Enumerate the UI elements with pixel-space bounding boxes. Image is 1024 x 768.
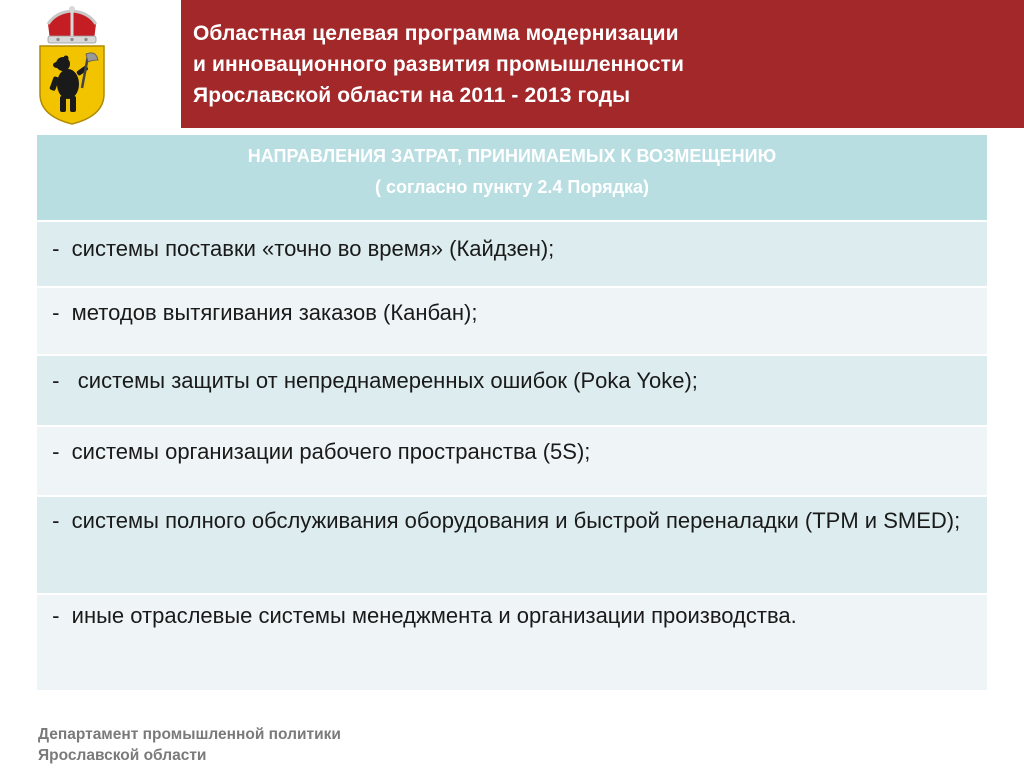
- table-row: [37, 354, 987, 425]
- cost-directions-table: [37, 135, 987, 690]
- yaroslavl-coat-of-arms-icon: [36, 6, 108, 126]
- table-row-text: - системы защиты от непреднамеренных ошибок (Poka Yoke);: [46, 368, 698, 393]
- table-row: [37, 495, 987, 593]
- table-row: [37, 425, 987, 495]
- table-row-text: - иные отраслевые системы менеджмента и организации производства.: [46, 603, 797, 628]
- table-row-text: - системы организации рабочего пространства (5S);: [46, 439, 591, 464]
- table-row: [37, 286, 987, 354]
- table-row-text: - системы поставки «точно во время» (Кайдзен);: [46, 236, 555, 261]
- table-row: [37, 593, 987, 690]
- table-row-text: - методов вытягивания заказов (Канбан);: [46, 300, 478, 325]
- footer-department: [38, 724, 341, 766]
- header-bar: [181, 0, 1024, 128]
- table-row-text: - системы полного обслуживания оборудования и быстрой переналадки (TPM и SMED);: [46, 508, 961, 533]
- footer-line-2: Ярославской области: [38, 747, 207, 764]
- table-header-title: НАПРАВЛЕНИЯ ЗАТРАТ, ПРИНИМАЕМЫХ К ВОЗМЕЩЕНИЮ: [247, 146, 777, 166]
- table-row: [37, 220, 987, 286]
- table-header: [37, 135, 987, 220]
- page-title-line-1: Областная целевая программа модернизации: [193, 22, 679, 45]
- footer-line-1: Департамент промышленной политики: [38, 726, 341, 743]
- page-title-line-2: и инновационного развития промышленности: [193, 53, 685, 76]
- crown-icon: [48, 6, 96, 43]
- table-header-subtitle: ( согласно пункту 2.4 Порядка): [374, 177, 650, 197]
- page-title-line-3: Ярославской области на 2011 - 2013 годы: [193, 84, 631, 107]
